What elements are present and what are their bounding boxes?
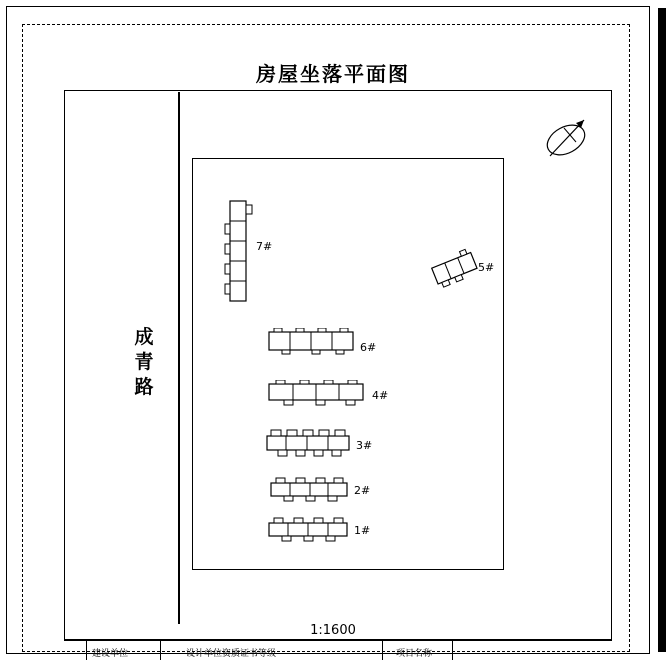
title-block-cell-1: 建设单位: [92, 649, 129, 659]
road-label: [131, 325, 157, 400]
north-arrow-icon: [536, 108, 596, 168]
road-label-char-2: 青: [134, 351, 154, 373]
building-label-6: 6#: [360, 341, 377, 354]
building-2: [270, 477, 350, 503]
building-label-2: 2#: [354, 484, 371, 497]
building-3: [266, 428, 352, 458]
building-label-3: 3#: [356, 439, 373, 452]
page-title: 房屋坐落平面图: [256, 62, 410, 86]
road-line: [178, 92, 180, 624]
title-block-sep-2: [160, 640, 161, 660]
building-label-4: 4#: [372, 389, 389, 402]
title-block-cell-2: 设计单位资质证书等级: [186, 649, 277, 659]
title-block-sep-4: [452, 640, 453, 660]
title-block-sep-1: [86, 640, 87, 660]
right-edge-gap: [654, 8, 658, 652]
building-5: [428, 248, 480, 292]
building-6: [268, 328, 356, 356]
building-7: [224, 200, 254, 302]
building-1: [268, 517, 350, 543]
title-block-sep-3: [382, 640, 383, 660]
road-label-char-1: 成: [134, 326, 154, 348]
title-block-cell-3: 项目名称: [396, 649, 433, 659]
building-label-7: 7#: [256, 240, 273, 253]
scale-label: 1:1600: [310, 623, 356, 638]
right-edge-bar: [658, 8, 666, 652]
building-label-5: 5#: [478, 261, 495, 274]
building-label-1: 1#: [354, 524, 371, 537]
title-block-divider: [64, 640, 612, 641]
road-label-char-3: 路: [134, 376, 154, 398]
building-4: [268, 380, 366, 408]
